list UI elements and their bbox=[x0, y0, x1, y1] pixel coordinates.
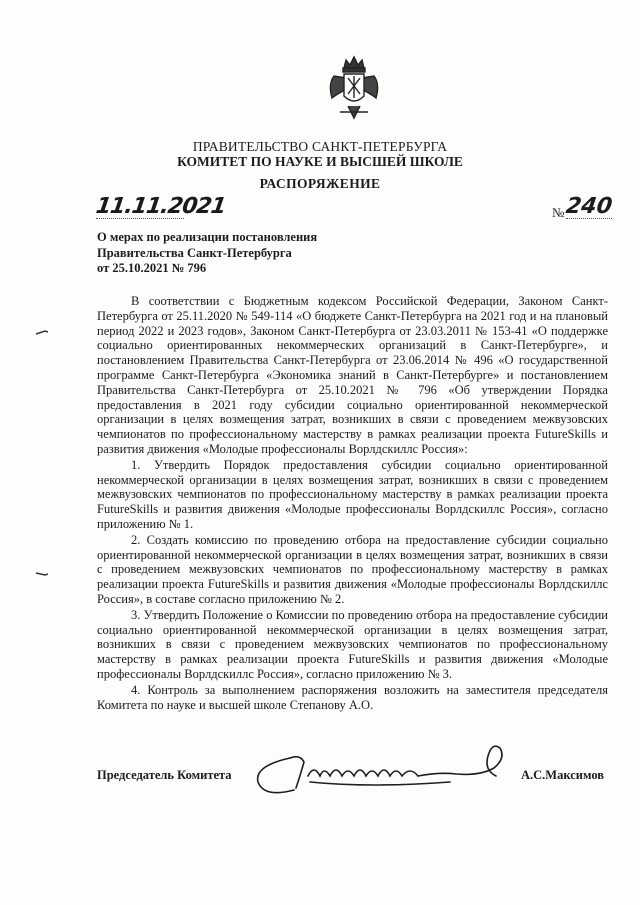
document-date: 11.11.2021 bbox=[94, 194, 227, 219]
number-underline bbox=[566, 218, 612, 219]
coat-of-arms-icon bbox=[326, 54, 382, 124]
margin-mark-icon bbox=[35, 570, 49, 578]
org-name-government: ПРАВИТЕЛЬСТВО САНКТ-ПЕТЕРБУРГА bbox=[192, 139, 448, 154]
document-subject bbox=[97, 230, 317, 277]
order-item-4: 4. Контроль за выполнением распоряжения возложить на заместителя председателя Комитета по науке и высшей школе Степанову А.О. bbox=[97, 682, 608, 712]
order-item-1: 1. Утвердить Порядок предоставления субсидии социально ориентированной некоммерческой организации в целях возмещения затрат, возникших в связи с проведением межвузовских чемпионатов по профессиональному мастерству в рамках реализации проекта FutureSkills и развития движения «Молодые профессионалы Ворлдскиллс Россия», согласно приложению № 1. bbox=[97, 457, 608, 531]
order-item-2: 2. Создать комиссию по проведению отбора на предоставление субсидии социально ориентированной некоммерческой организации в целях возмещения затрат, возникших в связи с проведением межвузовских чемпионатов по профессиональному мастерству в рамках реализации проекта FutureSkills и развития движения «Молодые профессионалы Ворлдскиллс Россия», в составе согласно приложению № 2. bbox=[97, 532, 608, 606]
signatory-name: А.С.Максимов bbox=[521, 768, 605, 782]
subject-line-3: от 25.10.2021 № 796 bbox=[97, 261, 207, 275]
number-label: № bbox=[552, 205, 565, 220]
order-item-3: 3. Утвердить Положение о Комиссии по проведению отбора на предоставление субсидии социально ориентированной некоммерческой организации в целях возмещения затрат, возникших в связи с проведением межвузовских чемпионатов по профессиональному мастерству в рамках реализации проекта FutureSkills и развития движения «Молодые профессионалы Ворлдскиллс Россия», согласно приложению № 3. bbox=[97, 607, 608, 681]
signatory-position: Председатель Комитета bbox=[97, 768, 232, 782]
handwritten-signature bbox=[250, 736, 520, 806]
preamble-paragraph: В соответствии с Бюджетным кодексом Российской Федерации, Законом Санкт-Петербурга от 25.11.2020 № 549-114 «О бюджете Санкт-Петербурга на 2021 год и на плановый период 2022 и 2023 годов», Законом Санкт-Петербурга от 23.03.2011 № 153-41 «О поддержке социально ориентированных некоммерческих организаций в Санкт-Петербурге», и постановлением Правительства Санкт-Петербурга от 23.06.2014 № 496 «О государственной программе Санкт-Петербурга «Экономика знаний в Санкт-Петербурге» и постановлением Правительства Санкт-Петербурга от 25.10.2021 № 796 «Об утверждении Порядка предоставления в 2021 году субсидии социально ориентированной некоммерческой организации в целях возмещения затрат, возникших в связи с проведением межвузовских чемпионатов по профессиональному мастерству в рамках реализации проекта FutureSkills и развития движения «Молодые профессионалы Ворлдскиллс Россия»: bbox=[97, 294, 608, 456]
org-name-committee: КОМИТЕТ ПО НАУКЕ И ВЫСШЕЙ ШКОЛЕ bbox=[177, 154, 463, 169]
margin-mark-icon bbox=[35, 328, 49, 336]
subject-line-1: О мерах по реализации постановления bbox=[97, 230, 318, 244]
subject-line-2: Правительства Санкт-Петербурга bbox=[97, 245, 292, 260]
date-underline bbox=[96, 218, 184, 219]
document-type: РАСПОРЯЖЕНИЕ bbox=[259, 176, 381, 191]
document-body bbox=[97, 294, 608, 713]
document-number: 240 bbox=[564, 194, 614, 219]
